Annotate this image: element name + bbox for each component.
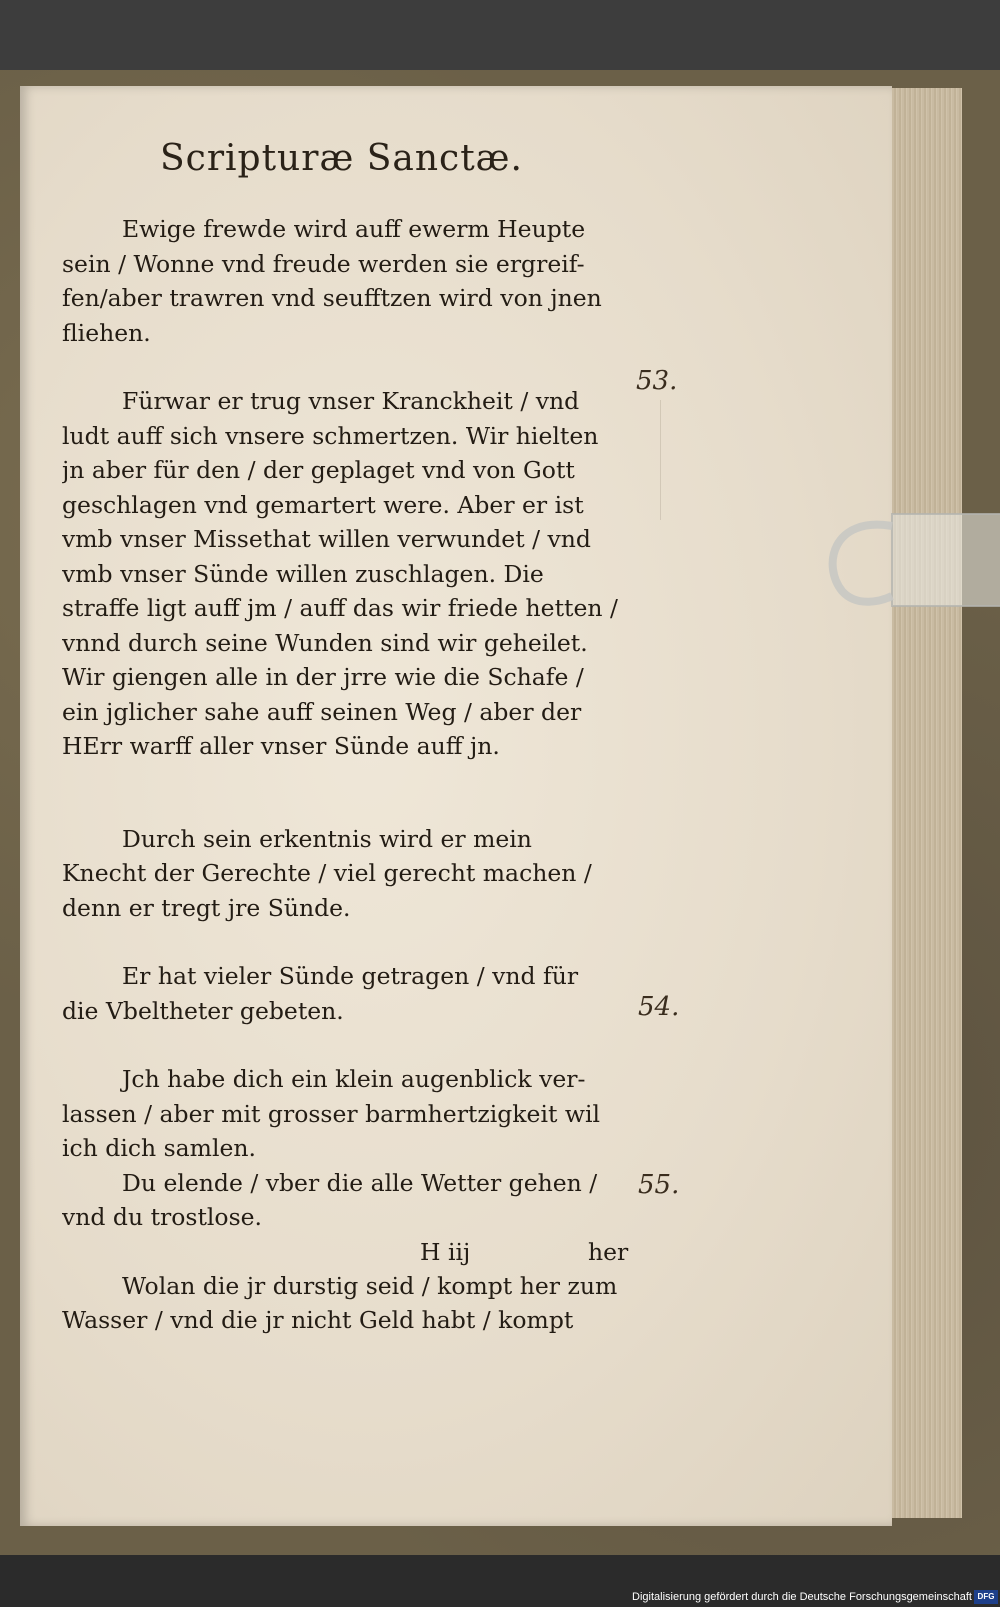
paragraph-gap xyxy=(62,764,634,822)
text-line: denn er tregt jre Sünde. xyxy=(62,893,351,922)
text-line: Wasser / vnd die jr nicht Geld habt / kompt xyxy=(62,1306,574,1334)
text-line: Du elende / vber die alle Wetter gehen / xyxy=(122,1168,598,1197)
page-edges xyxy=(892,88,962,1518)
text-line: ich dich samlen. xyxy=(62,1134,256,1162)
text-line: Wolan die jr durstig seid / kompt her zum xyxy=(122,1271,618,1300)
main-text xyxy=(62,212,634,1338)
paragraph xyxy=(62,212,634,350)
text-line: geschlagen vnd gemartert were. Aber er ist xyxy=(62,490,584,519)
text-line: HErr warff aller vnser Sünde auff jn. xyxy=(62,732,500,760)
text-line: jn aber für den / der geplaget vnd von Gott xyxy=(62,456,575,484)
dfg-logo: DFG xyxy=(974,1590,998,1604)
scanner-background-top xyxy=(0,0,1000,80)
text-line: vmb vnser Sünde willen zuschlagen. Die xyxy=(62,559,544,588)
show-through-marks xyxy=(660,400,661,520)
paragraph-gap xyxy=(62,1028,634,1062)
verse-number: 55. xyxy=(638,1170,680,1200)
text-line: ludt auff sich vnsere schmertzen. Wir hielten xyxy=(62,421,599,450)
text-line: straffe ligt auff jm / auff das wir friede hetten / xyxy=(62,594,618,622)
paragraph xyxy=(62,822,634,926)
paragraph xyxy=(62,384,634,764)
text-line: Knecht der Gerechte / viel gerecht machen / xyxy=(62,859,592,887)
funding-note: Digitalisierung gefördert durch die Deutsche Forschungsgemeinschaft xyxy=(632,1591,972,1603)
paragraph xyxy=(62,959,634,1028)
text-line: Durch sein erkentnis wird er mein xyxy=(122,824,532,853)
paragraph-gap xyxy=(62,350,634,384)
running-head: Scripturæ Sanctæ. xyxy=(160,138,523,179)
text-line: sein / Wonne vnd freude werden sie ergreif- xyxy=(62,249,585,278)
text-line: vnd du trostlose. xyxy=(62,1203,263,1231)
text-line: Ewige frewde wird auff ewerm Heupte xyxy=(122,215,586,243)
paragraph xyxy=(62,1062,634,1235)
paragraph-gap xyxy=(62,1235,634,1269)
catchword: her xyxy=(588,1238,629,1266)
paragraph-gap xyxy=(62,925,634,959)
text-line: die Vbeltheter gebeten. xyxy=(62,996,344,1025)
text-line: Fürwar er trug vnser Kranckheit / vnd xyxy=(122,387,580,415)
text-line: vmb vnser Missethat willen verwundet / vnd xyxy=(62,525,591,553)
paragraph xyxy=(62,1269,634,1338)
text-line: fen/aber trawren vnd seufftzen wird von jnen xyxy=(62,284,602,312)
verse-number: 54. xyxy=(638,992,680,1022)
text-line: lassen / aber mit grosser barmhertzigkeit wil xyxy=(62,1099,601,1128)
text-line: vnnd durch seine Wunden sind wir geheilet. xyxy=(62,628,588,657)
text-line: ein jglicher sahe auff seinen Weg / aber der xyxy=(62,697,582,726)
text-line: Wir giengen alle in der jrre wie die Schafe / xyxy=(62,663,584,691)
page-clip-icon xyxy=(822,496,1000,616)
verse-number: 53. xyxy=(636,366,678,396)
text-line: Er hat vieler Sünde getragen / vnd für xyxy=(122,962,579,990)
text-line: Jch habe dich ein klein augenblick ver- xyxy=(122,1065,586,1093)
text-line: fliehen. xyxy=(62,318,151,347)
scanner-background-bottom xyxy=(0,1555,1000,1607)
signature-mark: H iij xyxy=(420,1238,471,1266)
